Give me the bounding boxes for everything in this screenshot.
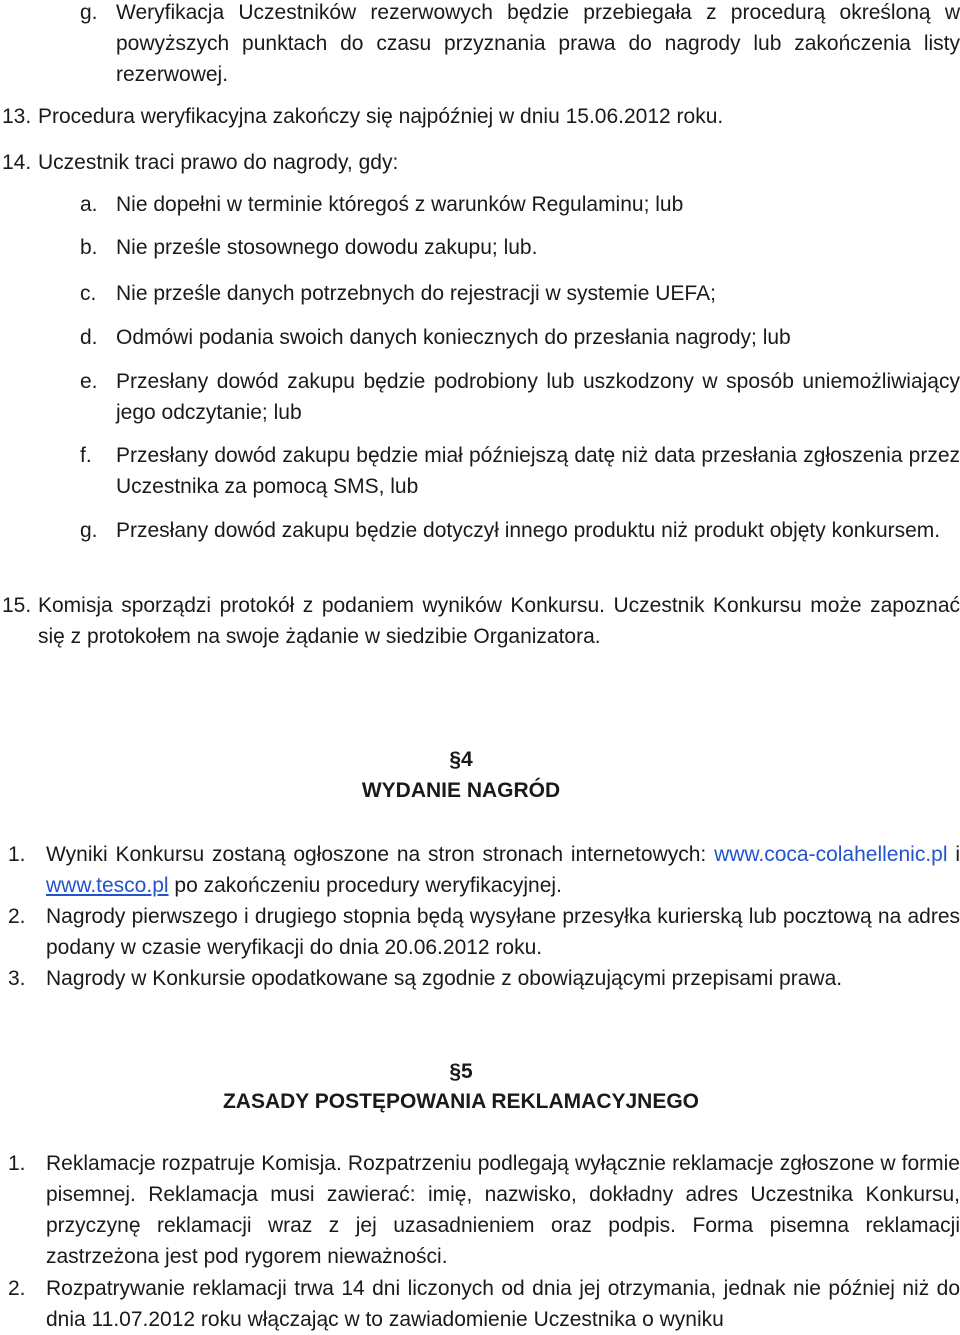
list-marker: g. bbox=[80, 1, 98, 24]
list-item-text: Nie prześle danych potrzebnych do rejestracji w systemie UEFA; bbox=[116, 282, 716, 305]
list-item-text: Komisja sporządzi protokół z podaniem wyników Konkursu. Uczestnik Konkursu może zapoznać się z protokołem na swoje żądanie w siedzibie Organizatora. bbox=[38, 594, 960, 648]
section-number-5 bbox=[0, 1056, 922, 1087]
list-marker: d. bbox=[80, 326, 98, 349]
list-item-13 bbox=[2, 101, 960, 132]
list-marker: 3. bbox=[8, 967, 26, 990]
list-item-text: Przesłany dowód zakupu będzie dotyczył innego produktu niż produkt objęty konkursem. bbox=[116, 519, 941, 542]
list-item-text: Uczestnik traci prawo do nagrody, gdy: bbox=[38, 151, 399, 174]
list-marker: 13. bbox=[2, 105, 32, 128]
sub-item-e bbox=[80, 366, 960, 428]
list-marker: b. bbox=[80, 236, 98, 259]
list-item-text: Nagrody w Konkursie opodatkowane są zgodnie z obowiązującymi przepisami prawa. bbox=[46, 967, 843, 990]
list-item-text: Przesłany dowód zakupu będzie podrobiony lub uszkodzony w sposób uniemożliwiający jego odczytanie; lub bbox=[116, 370, 960, 424]
list-item-15 bbox=[2, 590, 960, 652]
section5-item-2 bbox=[8, 1273, 960, 1335]
section-title-4: WYDANIE NAGRÓD bbox=[361, 779, 561, 802]
list-marker: f. bbox=[80, 444, 92, 467]
list-item-text: Nie prześle stosownego dowodu zakupu; lub. bbox=[116, 236, 538, 259]
sub-item-d bbox=[80, 322, 960, 353]
section5-item-1 bbox=[8, 1148, 960, 1272]
list-marker: 15. bbox=[2, 594, 32, 617]
list-marker: 1. bbox=[8, 1152, 26, 1175]
list-marker: g. bbox=[80, 519, 98, 542]
list-item-text: Nie dopełni w terminie któregoś z warunków Regulaminu; lub bbox=[116, 193, 684, 216]
list-marker: 1. bbox=[8, 843, 26, 866]
list-marker: e. bbox=[80, 370, 98, 393]
list-item-g-top bbox=[80, 0, 960, 90]
link-tesco[interactable]: www.tesco.pl bbox=[46, 874, 169, 897]
list-marker: a. bbox=[80, 193, 98, 216]
list-item-text: Procedura weryfikacyjna zakończy się najpóźniej w dniu 15.06.2012 roku. bbox=[38, 105, 724, 128]
section-number-text: §5 bbox=[449, 1060, 473, 1083]
list-item-text: Reklamacje rozpatruje Komisja. Rozpatrzeniu podlegają wyłącznie reklamacje zgłoszone w formie pisemnej. Reklamacja musi zawierać: imię, nazwisko, dokładny adres Uczestnika Konkursu, przyczynę reklamacji wraz z jej uzasadnieniem oraz podpis. Forma pisemna reklamacji zastrzeżona jest pod rygorem nieważności. bbox=[46, 1152, 960, 1268]
text-segment: Wyniki Konkursu zostaną ogłoszone na stron stronach internetowych: bbox=[46, 843, 707, 866]
list-marker: 2. bbox=[8, 1277, 26, 1300]
section4-item-1 bbox=[8, 839, 960, 901]
section-number-text: §4 bbox=[449, 748, 473, 771]
link-coca-cola-hellenic[interactable]: www.coca-colahellenic.pl bbox=[714, 843, 948, 866]
list-item-14 bbox=[2, 147, 960, 178]
list-item-text: Rozpatrywanie reklamacji trwa 14 dni liczonych od dnia jej otrzymania, jednak nie później niż do dnia 11.07.2012 roku włączając w to zawiadomienie Uczestnika o wyniku bbox=[46, 1277, 960, 1331]
list-item-text bbox=[46, 839, 960, 901]
sub-item-c bbox=[80, 278, 960, 309]
text-segment: po zakończeniu procedury weryfikacyjnej. bbox=[174, 874, 562, 897]
list-marker: 14. bbox=[2, 151, 32, 174]
section4-item-3 bbox=[8, 963, 960, 994]
list-item-text: Nagrody pierwszego i drugiego stopnia będą wysyłane przesyłka kurierską lub pocztową na adres podany w czasie weryfikacji do dnia 20.06.2012 roku. bbox=[46, 905, 960, 959]
sub-item-g bbox=[80, 515, 960, 546]
section-title-5: ZASADY POSTĘPOWANIA REKLAMACYJNEGO bbox=[222, 1090, 700, 1113]
sub-item-a bbox=[80, 189, 960, 220]
list-item-text: Przesłany dowód zakupu będzie miał późniejszą datę niż data przesłania zgłoszenia przez Uczestnika za pomocą SMS, lub bbox=[116, 444, 960, 498]
list-marker: c. bbox=[80, 282, 97, 305]
list-marker: 2. bbox=[8, 905, 26, 928]
text-segment: i bbox=[955, 843, 960, 866]
section4-item-2 bbox=[8, 901, 960, 963]
sub-item-f bbox=[80, 440, 960, 502]
section-number-4 bbox=[0, 744, 922, 775]
sub-item-b bbox=[80, 232, 960, 263]
list-item-text: Weryfikacja Uczestników rezerwowych będzie przebiegała z procedurą określoną w powyższych punktach do czasu przyznania prawa do nagrody lub zakończenia listy rezerwowej. bbox=[116, 1, 960, 86]
list-item-text: Odmówi podania swoich danych koniecznych do przesłania nagrody; lub bbox=[116, 326, 791, 349]
